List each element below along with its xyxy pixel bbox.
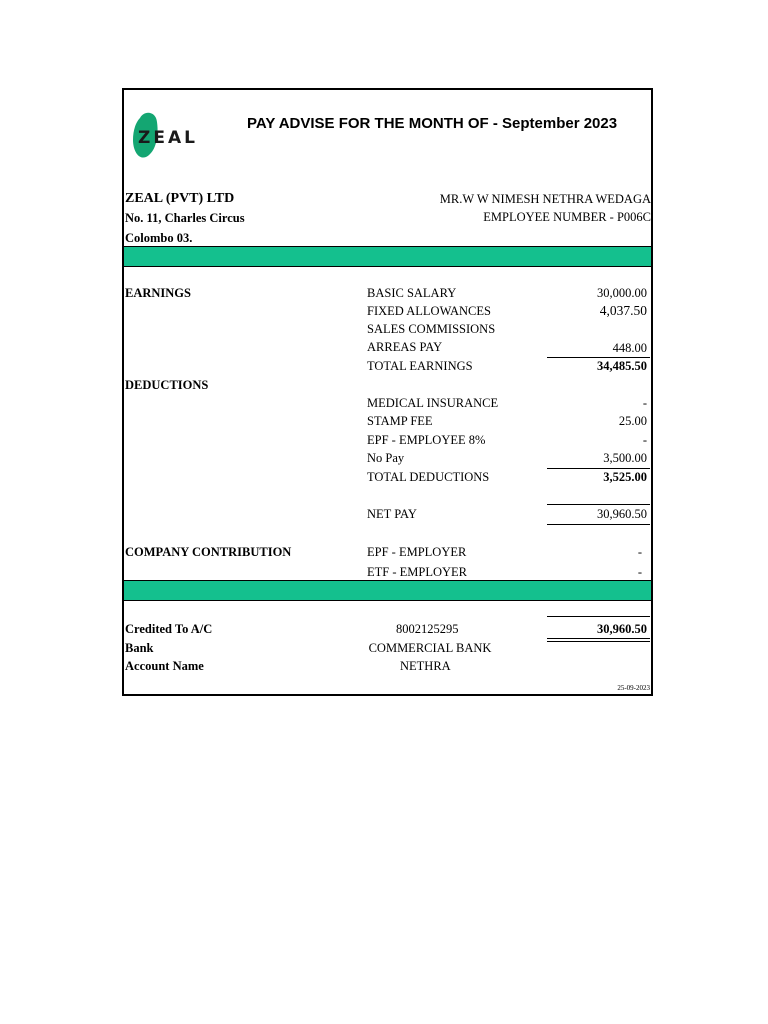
earnings-label: SALES COMMISSIONS	[367, 322, 496, 336]
total-deductions-label: TOTAL DEDUCTIONS	[367, 470, 490, 484]
page-title: PAY ADVISE FOR THE MONTH OF - September 2023	[247, 115, 618, 132]
earnings-amount: 30,000.00	[597, 286, 647, 300]
deduction-amount: -	[642, 433, 647, 447]
credit-rule-top	[547, 616, 650, 617]
issue-date: 25-09-2023	[617, 684, 650, 692]
total-deductions-amount: 3,525.00	[603, 470, 647, 484]
credit-rule-bottom-2	[547, 641, 650, 642]
earnings-amount: 448.00	[612, 341, 647, 355]
contribution-amount: -	[637, 545, 642, 559]
bank-label: Bank	[125, 641, 154, 655]
account-name-value: NETHRA	[400, 659, 451, 673]
deduction-label: EPF - EMPLOYEE 8%	[367, 433, 486, 447]
header-band-top	[124, 246, 651, 267]
credit-rule-bottom-1	[547, 638, 650, 639]
deduction-amount: 25.00	[618, 414, 647, 428]
earnings-label: BASIC SALARY	[367, 286, 457, 300]
company-address-line1: No. 11, Charles Circus	[125, 211, 245, 225]
account-number: 8002125295	[396, 622, 459, 636]
deduction-label: MEDICAL INSURANCE	[367, 396, 499, 410]
company-contribution-heading: COMPANY CONTRIBUTION	[125, 545, 292, 559]
net-pay-amount: 30,960.50	[597, 507, 647, 521]
net-pay-rule-bottom	[547, 524, 650, 525]
earnings-label: ARREAS PAY	[367, 340, 443, 354]
net-pay-rule-top	[547, 504, 650, 505]
account-name-label: Account Name	[125, 659, 204, 673]
deduction-amount: -	[642, 396, 647, 410]
net-pay-label: NET PAY	[367, 507, 417, 521]
earnings-label: FIXED ALLOWANCES	[367, 304, 491, 318]
credited-label: Credited To A/C	[125, 622, 213, 636]
contribution-label: EPF - EMPLOYER	[367, 545, 467, 559]
deductions-heading: DEDUCTIONS	[125, 378, 209, 392]
earnings-amount: 4,037.50	[599, 303, 647, 318]
total-earnings-label: TOTAL EARNINGS	[367, 359, 473, 373]
pay-slip	[122, 88, 653, 696]
company-address-line2: Colombo 03.	[125, 231, 193, 245]
earnings-heading: EARNINGS	[125, 286, 191, 300]
credit-amount: 30,960.50	[597, 622, 647, 636]
total-deductions-rule	[547, 468, 650, 469]
deduction-amount: 3,500.00	[603, 451, 647, 465]
total-earnings-amount: 34,485.50	[597, 359, 647, 373]
contribution-amount: -	[637, 565, 642, 579]
header-band-bottom	[124, 580, 651, 601]
total-earnings-rule	[547, 357, 650, 358]
deduction-label: STAMP FEE	[367, 414, 433, 428]
contribution-label: ETF - EMPLOYER	[367, 565, 467, 579]
company-name: ZEAL (PVT) LTD	[125, 191, 235, 206]
employee-name: MR.W W NIMESH NETHRA WEDAGA	[439, 192, 651, 206]
zeal-logo	[130, 112, 200, 158]
bank-value: COMMERCIAL BANK	[368, 641, 492, 655]
deduction-label: No Pay	[367, 451, 405, 465]
employee-number: EMPLOYEE NUMBER - P006C	[483, 210, 651, 224]
svg-text:ZEAL: ZEAL	[138, 128, 198, 148]
